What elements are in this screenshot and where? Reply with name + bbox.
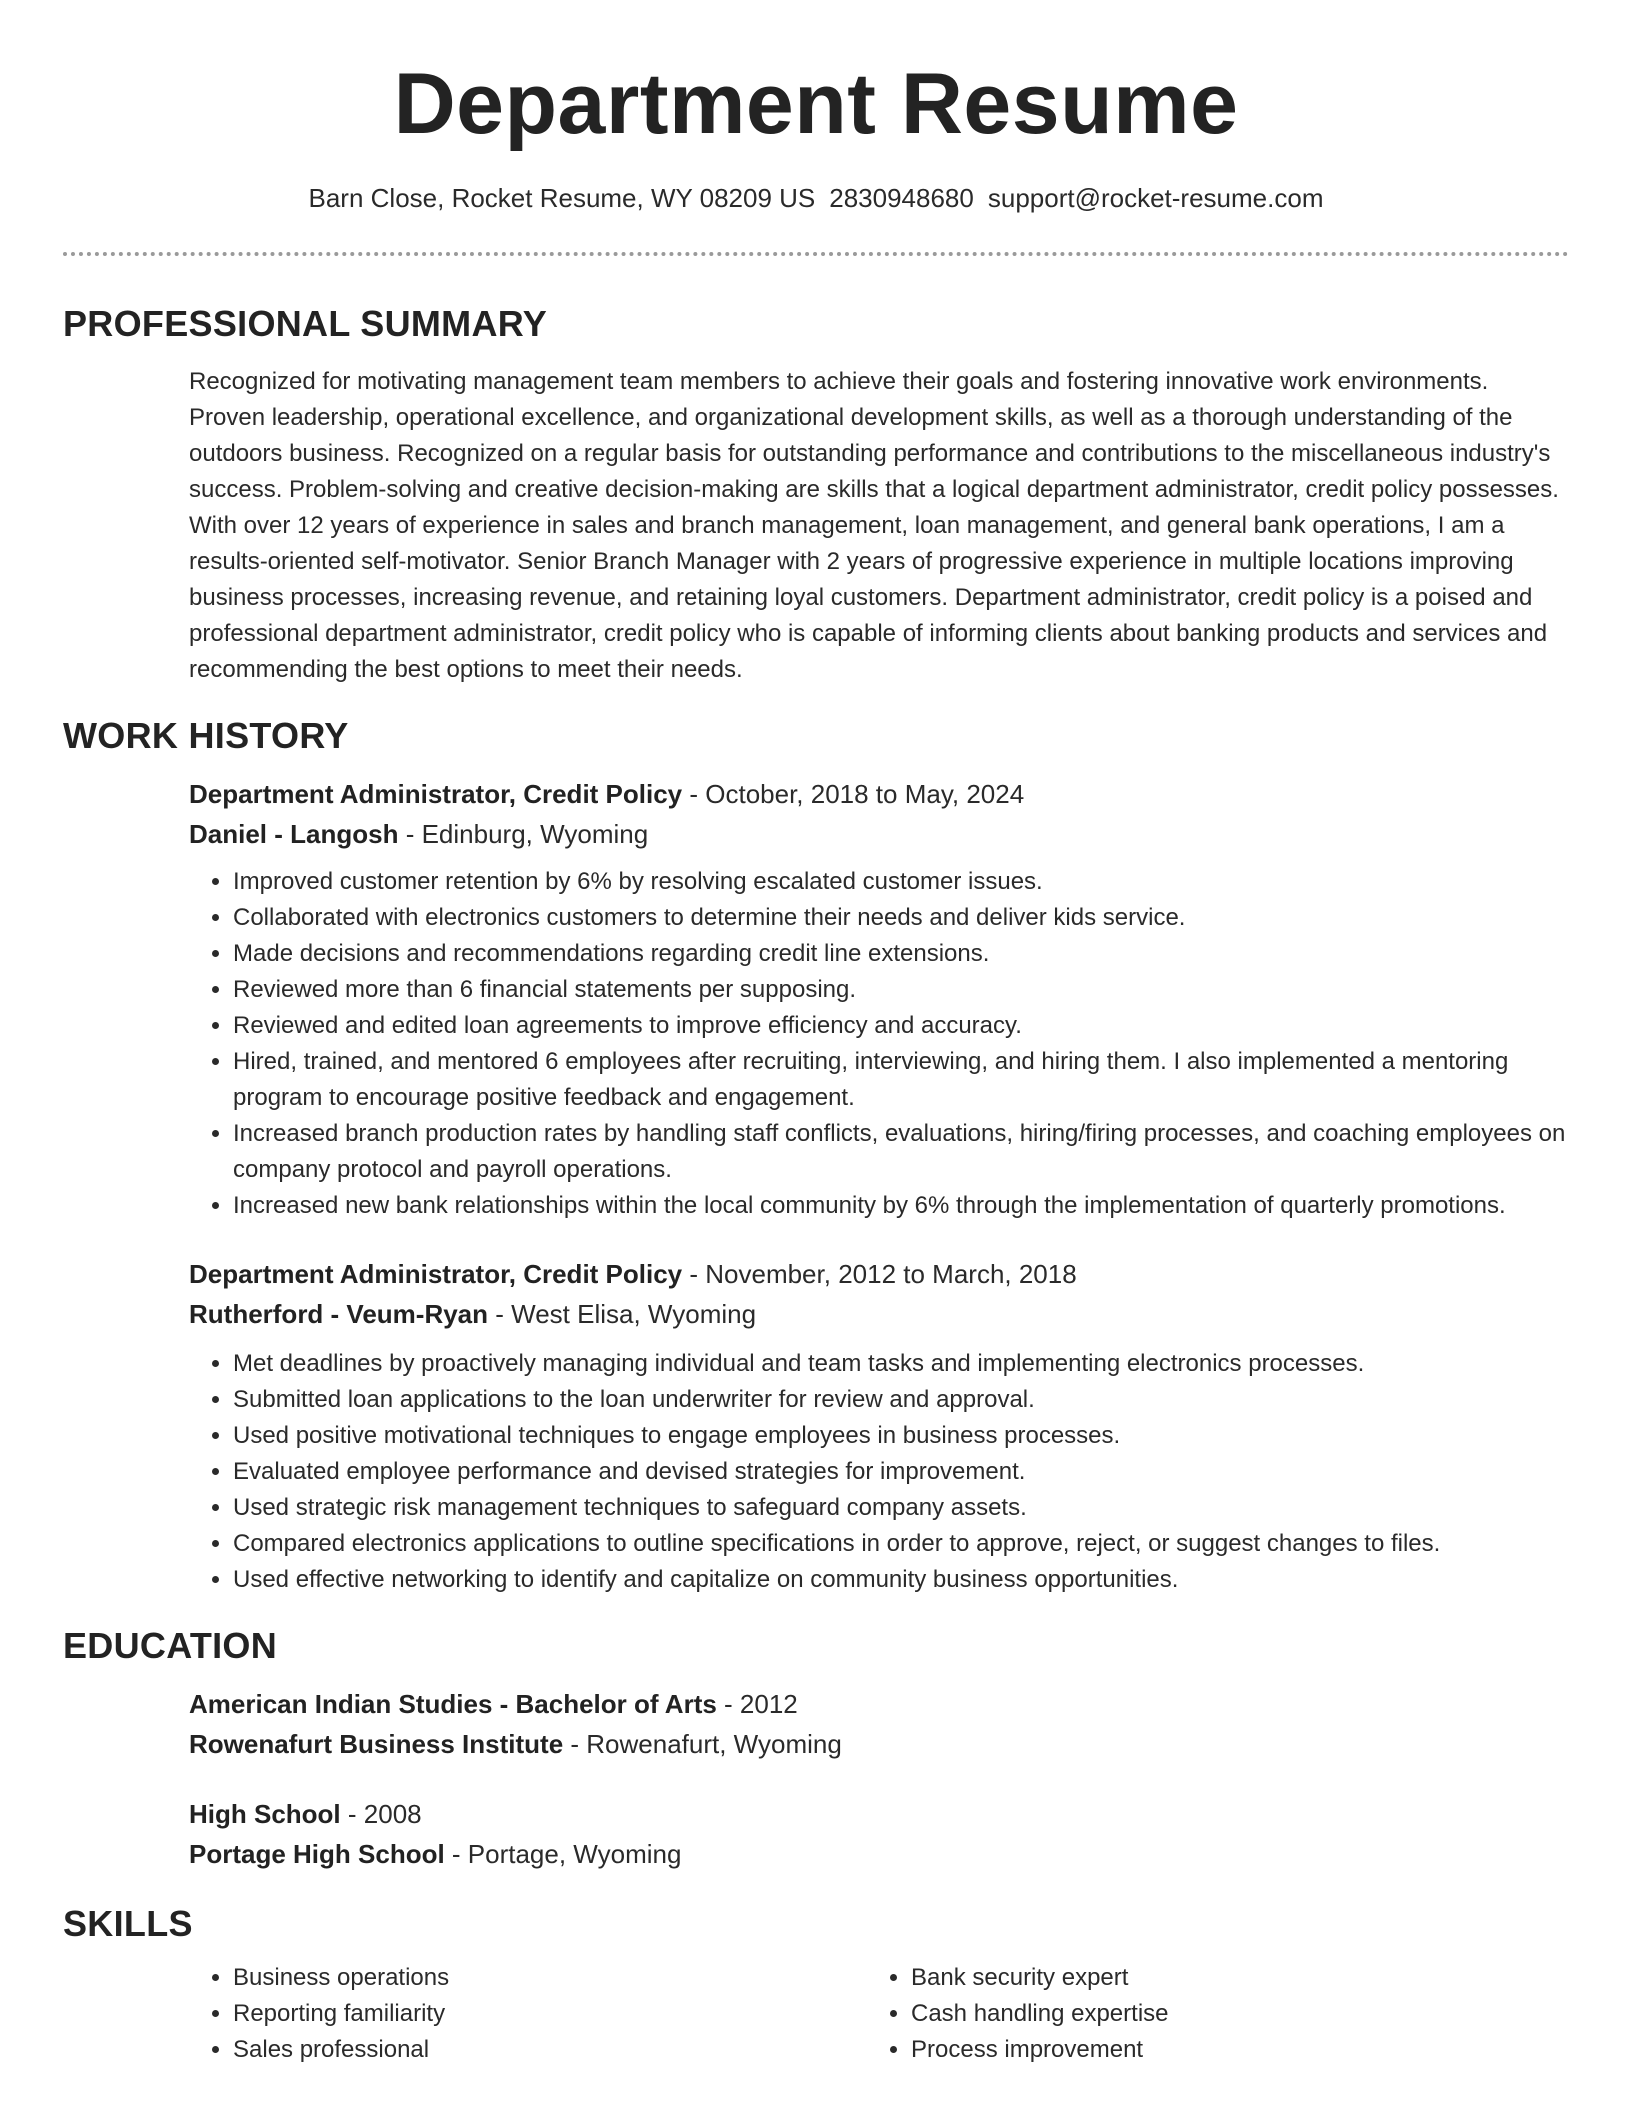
summary-heading: PROFESSIONAL SUMMARY	[63, 303, 548, 344]
education-degree-line	[189, 1794, 1569, 1834]
skills-heading: SKILLS	[63, 1903, 193, 1944]
education-entry	[189, 1684, 1569, 1764]
education-degree-line	[189, 1684, 1569, 1724]
education-school-line	[189, 1724, 1569, 1764]
list-item: • Increased new bank relationships within the local community by 6% through the implementation of quarterly promotions.	[233, 1188, 1569, 1224]
skill-item: • Business operations	[233, 1960, 867, 1996]
work-history-heading: WORK HISTORY	[63, 715, 349, 756]
job-company-line	[189, 1294, 1569, 1334]
contact-email: support@rocket-resume.com	[987, 183, 1324, 213]
skills-list	[189, 1960, 867, 2068]
list-item: • Used strategic risk management techniques to safeguard company assets.	[233, 1490, 1569, 1526]
contact-line	[63, 182, 1569, 214]
skills-list	[867, 1960, 1545, 2068]
list-item: • Hired, trained, and mentored 6 employees after recruiting, interviewing, and hiring them. I also implemented a mentoring program to encourage positive feedback and engagement.	[233, 1044, 1569, 1116]
job-title-line	[189, 1254, 1569, 1294]
summary-section	[189, 364, 1569, 688]
header-divider	[63, 252, 1569, 256]
resume-title: Department Resume	[393, 56, 1239, 152]
list-item: • Improved customer retention by 6% by resolving escalated customer issues.	[233, 864, 1569, 900]
education-school: Portage High School	[189, 1839, 445, 1869]
education-degree: American Indian Studies - Bachelor of Arts	[189, 1689, 717, 1719]
education-school-line	[189, 1834, 1569, 1874]
skill-item: • Sales professional	[233, 2032, 867, 2068]
job-company-line	[189, 814, 1569, 854]
education-heading: EDUCATION	[63, 1625, 278, 1666]
education-location: - Portage, Wyoming	[444, 1839, 682, 1869]
job-bullets	[189, 1346, 1569, 1598]
skills-grid	[189, 1960, 1569, 2068]
job-location: - Edinburg, Wyoming	[398, 819, 649, 849]
list-item: • Reviewed and edited loan agreements to improve efficiency and accuracy.	[233, 1008, 1569, 1044]
contact-address: Barn Close, Rocket Resume, WY 08209 US	[308, 183, 816, 213]
education-school: Rowenafurt Business Institute	[189, 1729, 564, 1759]
list-item: • Compared electronics applications to outline specifications in order to approve, reject, or suggest changes to files.	[233, 1526, 1569, 1562]
job-dates: - October, 2018 to May, 2024	[682, 779, 1025, 809]
job-entry	[189, 774, 1569, 1224]
job-title-line	[189, 774, 1569, 814]
job-bullets	[189, 864, 1569, 1224]
list-item: • Reviewed more than 6 financial statements per supposing.	[233, 972, 1569, 1008]
job-company: Daniel - Langosh	[189, 819, 399, 849]
education-degree: High School	[189, 1799, 341, 1829]
education-entry	[189, 1794, 1569, 1874]
list-item: • Used effective networking to identify and capitalize on community business opportunities.	[233, 1562, 1569, 1598]
skills-column-left	[189, 1960, 867, 2068]
job-location: - West Elisa, Wyoming	[488, 1299, 757, 1329]
list-item: • Collaborated with electronics customers to determine their needs and deliver kids service.	[233, 900, 1569, 936]
list-item: • Made decisions and recommendations regarding credit line extensions.	[233, 936, 1569, 972]
contact-phone: 2830948680	[829, 183, 974, 213]
education-year: - 2012	[716, 1689, 798, 1719]
education-year: - 2008	[340, 1799, 422, 1829]
summary-text: Recognized for motivating management team members to achieve their goals and fostering innovative work environments. Proven leadership, operational excellence, and organizational development skills, as well as a thorough understanding of the outdoors business. Recognized on a regular basis for outstanding performance and contributions to the miscellaneous industry's success. Problem-solving and creative decision-making are skills that a logical department administrator, credit policy possesses. With over 12 years of experience in sales and branch management, loan management, and general bank operations, I am a results-oriented self-motivator. Senior Branch Manager with 2 years of progressive experience in multiple locations improving business processes, increasing revenue, and retaining loyal customers. Department administrator, credit policy is a poised and professional department administrator, credit policy who is capable of informing clients about banking products and services and recommending the best options to meet their needs.	[189, 368, 1559, 683]
job-entry	[189, 1254, 1569, 1598]
list-item: • Increased branch production rates by handling staff conflicts, evaluations, hiring/firing processes, and coaching employees on company protocol and payroll operations.	[233, 1116, 1569, 1188]
list-item: • Met deadlines by proactively managing individual and team tasks and implementing electronics processes.	[233, 1346, 1569, 1382]
job-company: Rutherford - Veum-Ryan	[189, 1299, 489, 1329]
list-item: • Submitted loan applications to the loan underwriter for review and approval.	[233, 1382, 1569, 1418]
skill-item: • Cash handling expertise	[911, 1996, 1545, 2032]
job-title: Department Administrator, Credit Policy	[189, 1259, 683, 1289]
job-title: Department Administrator, Credit Policy	[189, 779, 683, 809]
skill-item: • Reporting familiarity	[233, 1996, 867, 2032]
job-dates: - November, 2012 to March, 2018	[682, 1259, 1077, 1289]
skill-item: • Bank security expert	[911, 1960, 1545, 1996]
education-location: - Rowenafurt, Wyoming	[563, 1729, 842, 1759]
list-item: • Used positive motivational techniques to engage employees in business processes.	[233, 1418, 1569, 1454]
list-item: • Evaluated employee performance and devised strategies for improvement.	[233, 1454, 1569, 1490]
skills-column-right	[867, 1960, 1545, 2068]
skill-item: • Process improvement	[911, 2032, 1545, 2068]
